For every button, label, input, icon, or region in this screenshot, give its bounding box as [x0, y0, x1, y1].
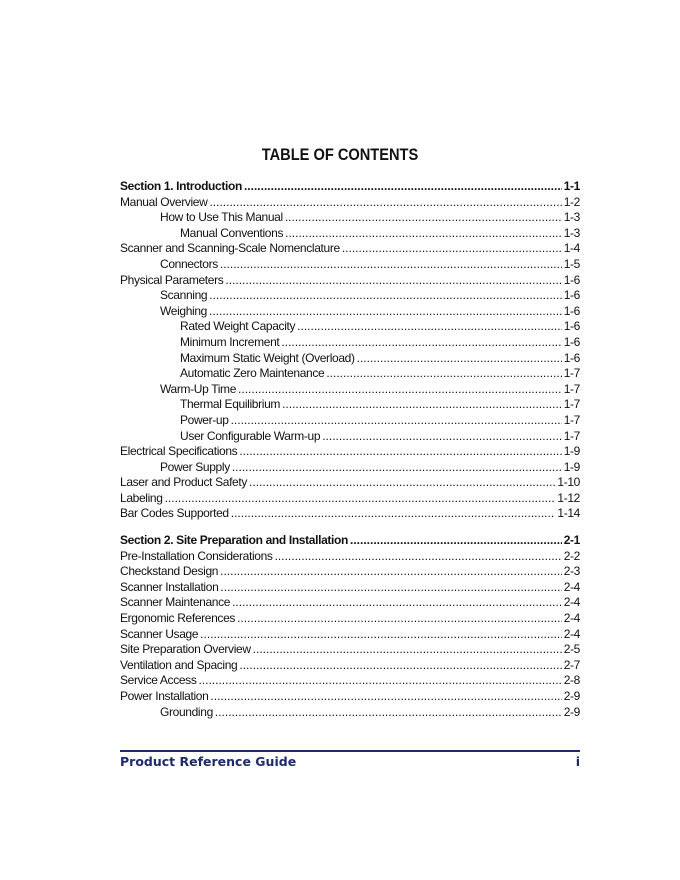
dot-leader	[232, 595, 562, 611]
toc-entry-title: Power Supply	[160, 459, 230, 474]
toc-entry-title: Scanner Maintenance	[120, 595, 231, 610]
toc-entry-title: Scanner Installation	[120, 579, 219, 594]
toc-entry-title: Section 2. Site Preparation and Installation	[120, 533, 348, 548]
dot-leader	[285, 226, 562, 242]
toc-entry-page: 1-6	[563, 350, 580, 365]
dot-leader	[281, 335, 561, 351]
toc-entry-page: 2-7	[563, 657, 580, 672]
dot-leader	[342, 241, 562, 257]
dot-leader	[237, 611, 562, 627]
toc-entry-title: Warm-Up Time	[160, 381, 237, 396]
dot-leader	[231, 413, 562, 429]
toc-entry-title: Site Preparation Overview	[120, 642, 251, 657]
dot-leader	[231, 506, 556, 522]
toc-entry[interactable]	[120, 366, 580, 382]
toc-entry[interactable]	[120, 226, 580, 242]
toc-entry[interactable]	[120, 460, 580, 476]
toc-entry[interactable]	[120, 580, 580, 596]
dot-leader	[357, 351, 562, 367]
toc-entry-title: Grounding	[160, 704, 213, 719]
toc-entry-page: 1-7	[563, 381, 580, 396]
toc-entry[interactable]	[120, 429, 580, 445]
dot-leader	[220, 564, 562, 580]
toc-entry[interactable]	[120, 304, 580, 320]
toc-entry-page: 1-7	[563, 366, 580, 381]
toc-entry-title: User Configurable Warm-up	[180, 428, 321, 443]
toc-section-heading[interactable]	[120, 179, 580, 195]
toc-entry-page: 1-14	[557, 506, 580, 521]
toc-entry-page: 1-5	[563, 256, 580, 271]
toc-entry-title: Physical Parameters	[120, 272, 224, 287]
dot-leader	[322, 429, 562, 445]
toc-entry-title: How to Use This Manual	[160, 210, 283, 225]
toc-entry-page: 1-6	[563, 272, 580, 287]
toc-entry[interactable]	[120, 257, 580, 273]
toc-entry-title: Ergonomic References	[120, 611, 236, 626]
dot-leader	[225, 273, 561, 289]
toc-entry-page: 2-4	[563, 579, 580, 594]
toc-entry-title: Automatic Zero Maintenance	[180, 366, 325, 381]
toc-entry[interactable]	[120, 444, 580, 460]
toc-entry-title: Power Installation	[120, 689, 209, 703]
dot-leader	[220, 580, 561, 596]
footer-guide-title: Product Reference Guide	[120, 754, 297, 769]
toc-entry[interactable]	[120, 288, 580, 304]
toc-entry[interactable]	[120, 382, 580, 398]
toc-entry-title: Thermal Equilibrium	[180, 397, 281, 412]
toc-entry[interactable]	[120, 210, 580, 226]
toc-entry-page: 2-8	[563, 673, 580, 688]
section-gap	[120, 522, 580, 533]
toc-entry-title: Connectors	[160, 256, 218, 271]
toc-section-heading[interactable]	[120, 533, 580, 549]
page-title: TABLE OF CONTENTS	[261, 145, 419, 164]
toc-entry[interactable]	[120, 413, 580, 429]
toc-entry-page: 1-4	[563, 241, 580, 256]
toc-entry-title: Service Access	[120, 673, 197, 688]
dot-leader	[200, 627, 562, 643]
toc-entry[interactable]	[120, 611, 580, 627]
toc-entry[interactable]	[120, 351, 580, 367]
toc-entry-page: 2-3	[563, 564, 580, 579]
dot-leader	[244, 179, 562, 195]
toc-entry-page: 1-9	[563, 459, 580, 474]
toc-entry-title: Laser and Product Safety	[120, 475, 248, 490]
toc-entry-title: Manual Overview	[120, 194, 208, 209]
toc-entry-title: Electrical Specifications	[120, 444, 238, 459]
toc-entry-page: 2-4	[563, 595, 580, 610]
dot-leader	[350, 533, 562, 549]
toc-entry-title: Scanner and Scanning-Scale Nomenclature	[120, 241, 340, 256]
toc-entry-title: Minimum Increment	[180, 334, 280, 349]
toc-entry-title: Bar Codes Supported	[120, 506, 229, 521]
toc-entry-title: Scanner Usage	[120, 626, 199, 641]
toc-entry[interactable]	[120, 564, 580, 580]
toc-entry-title: Pre-Installation Considerations	[120, 548, 273, 563]
toc-entry[interactable]	[120, 549, 580, 565]
table-of-contents	[120, 179, 580, 720]
toc-entry-page: 1-3	[563, 225, 580, 240]
footer-page-number: i	[575, 754, 580, 769]
toc-entry[interactable]	[120, 475, 580, 491]
toc-entry-page: 2-5	[563, 642, 580, 657]
toc-entry[interactable]	[120, 595, 580, 611]
dot-leader	[232, 460, 562, 476]
toc-entry-page: 1-6	[563, 303, 580, 318]
dot-leader	[249, 475, 555, 491]
toc-entry-page: 1-7	[563, 428, 580, 443]
dot-leader	[285, 210, 562, 226]
toc-entry-title: Manual Conventions	[180, 225, 284, 240]
toc-entry-page: 2-2	[563, 548, 580, 563]
dot-leader	[326, 366, 561, 382]
toc-entry-page: 2-9	[563, 689, 580, 703]
toc-entry[interactable]	[120, 642, 580, 658]
dot-leader	[209, 288, 561, 304]
dot-leader	[239, 658, 561, 674]
dot-leader	[209, 195, 561, 211]
toc-entry[interactable]	[120, 506, 580, 522]
toc-entry-page: 1-3	[563, 210, 580, 225]
toc-entry[interactable]	[120, 491, 580, 507]
toc-entry-page: 1-1	[563, 179, 580, 193]
toc-entry-page: 1-7	[563, 412, 580, 427]
dot-leader	[253, 642, 562, 658]
toc-entry-page: 1-2	[563, 194, 580, 209]
dot-leader	[215, 705, 562, 721]
toc-entry[interactable]	[120, 627, 580, 643]
dot-leader	[239, 444, 561, 460]
dot-leader	[220, 257, 562, 273]
toc-entry-page: 1-10	[557, 475, 580, 490]
toc-entry-page: 1-6	[563, 288, 580, 303]
dot-leader	[198, 673, 561, 689]
toc-entry-page: 2-4	[563, 626, 580, 641]
toc-entry-title: Rated Weight Capacity	[180, 319, 296, 334]
toc-entry[interactable]	[120, 658, 580, 674]
dot-leader	[209, 304, 562, 320]
toc-entry[interactable]	[120, 397, 580, 413]
toc-entry-page: 2-9	[563, 704, 580, 719]
toc-entry-title: Maximum Static Weight (Overload)	[180, 350, 355, 365]
toc-entry[interactable]	[120, 335, 580, 351]
toc-entry[interactable]	[120, 705, 580, 721]
toc-entry-page: 2-4	[563, 611, 580, 626]
toc-entry-page: 1-6	[563, 334, 580, 349]
toc-entry-title: Checkstand Design	[120, 564, 219, 579]
toc-entry[interactable]	[120, 319, 580, 335]
toc-entry-title: Ventilation and Spacing	[120, 657, 238, 672]
toc-entry[interactable]	[120, 673, 580, 689]
toc-entry-title: Power-up	[180, 412, 229, 427]
dot-leader	[297, 319, 562, 335]
toc-entry-page: 1-9	[563, 444, 580, 459]
toc-entry-title: Weighing	[160, 303, 208, 318]
toc-entry-page: 2-1	[563, 533, 580, 548]
toc-entry-title: Scanning	[160, 288, 208, 303]
toc-entry-title: Section 1. Introduction	[120, 179, 242, 193]
dot-leader	[238, 382, 562, 398]
toc-entry[interactable]	[120, 273, 580, 289]
toc-entry-page: 1-12	[557, 490, 580, 505]
toc-entry[interactable]	[120, 241, 580, 257]
dot-leader	[275, 549, 562, 565]
dot-leader	[282, 397, 562, 413]
toc-entry-page: 1-7	[563, 397, 580, 412]
toc-entry[interactable]	[120, 195, 580, 211]
dot-leader	[210, 689, 561, 705]
dot-leader	[165, 491, 556, 507]
footer-rule	[120, 750, 580, 752]
toc-entry[interactable]	[120, 689, 580, 705]
toc-entry-page: 1-6	[563, 319, 580, 334]
toc-entry-title: Labeling	[120, 490, 163, 505]
